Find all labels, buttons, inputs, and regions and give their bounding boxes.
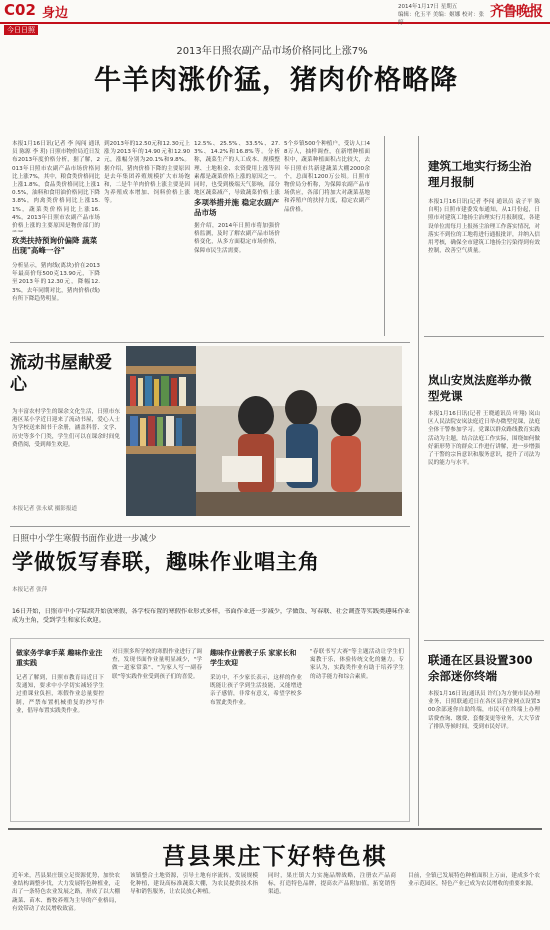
photo-illustration (126, 346, 402, 516)
story3-lead: 16日开始，日照市中小学陆续开始放寒假，各学校布置的寒假作业形式多样，书面作业进一步减少，学做饭、写春联、社会调查等实践类趣味作业成为主角，受到学生和家长欢迎。 (12, 608, 410, 624)
story2-body: 为丰富农村学生的课余文化生活，日照市东港区某小学近日迎来了流动书屋，爱心人士为学校送来图书千余册，涵盖科普、文学、历史等多个门类，学生们可以在课余时间免费借阅，受到师生欢迎。 (12, 409, 120, 448)
section-sub: 今日日照 (4, 25, 38, 35)
right3-headline: 联通在区县设置300余部迷你终端 (428, 653, 533, 683)
divider (10, 526, 410, 527)
divider (424, 640, 544, 641)
story4-headline: 莒县果庄下好特色棋 (162, 844, 388, 870)
story2-credit: 本报记者 张永斌 摄影报道 (12, 506, 78, 512)
story3-col3-subhead: 趣味作业需教子乐 家家长和学生欢迎 (210, 649, 297, 667)
story3-kicker: 日照中小学生寒假书面作业进一步减少 (12, 534, 157, 544)
story1-col4: 5个乡镇500个种植户，受访人口48万人，抽样调查，在新增种植面积中，蔬菜种植面积占比较大，去年日照市共新建蔬菜大棚2000余个，总面积1200万公顷。日照市物价局分析称，为保障农副产品市场供应，各部门将加大对蔬菜基地和养殖户的扶持力度，稳定农副产品价格。 (284, 141, 370, 213)
story1-col1-tail: 分析显示，猪肉线(离块)价在2013年最高价每500克13.90元，下降至2013年的12.30元，降幅12.3%，去年同期对比，猪肉价格(线)有所下降趋势明显。 (12, 263, 100, 302)
story3-col3: 采访中，不少家长表示，这样的作业既能让孩子学到生活技能，又能增进亲子感情，非常有意义，希望学校多布置此类作业。 (210, 675, 302, 706)
divider (418, 136, 419, 826)
story4-col2: 该镇整合土地资源，引导土地有序流转，发展规模化种植，建设高标准蔬菜大棚，为农民提供技术指导和销售服务，让农民放心种植。 (130, 873, 258, 896)
story3-col1: 记者了解到，日照市教育局近日下发通知，要求中小学切实减轻学生过重课业负担，寒假作业总量要控制，严禁布置机械重复的抄写作业，倡导布置实践类作业。 (16, 675, 104, 714)
story1-kicker: 2013年日照农副产品市场价格同比上涨7% (176, 46, 368, 57)
story4-col1: 近年来，莒县果庄镇立足资源优势，加快农业结构调整步伐，大力发展特色种植业，走出了一条特色农业发展之路，形成了以大棚蔬菜、苗木、畜牧养殖为主导的产业格局，有效带动了农民增收致富。 (12, 873, 120, 912)
story3-headline: 学做饭写春联，趣味作业唱主角 (12, 550, 320, 574)
page-header (0, 0, 550, 34)
divider (384, 136, 385, 336)
right1-body: 本报1月16日讯(记者 李闯 通讯员 袁子平 陈自明) 日照市建委发布通知，从1月份起，日照市对建筑工地扬尘治理实行月报制度，各建设单位需每月上报扬尘治理工作落实情况，对落实不到位的工地将进行通报批评，并纳入信用考核，确保全市建筑工地扬尘污染得到有效控制，改善空气质量。 (428, 199, 540, 255)
issue-date: 2014年1月17日 星期五 (398, 4, 458, 10)
story4-col3: 同时，果庄镇大力实施品牌战略，注册农产品商标，打造特色品牌，提高农产品附加值，拓宽销售渠道。 (268, 873, 396, 896)
story3-col4: "春联书写大赛"等主题活动让学生们寓教于乐，体验传统文化的魅力。专家认为，实践类作业有助于培养学生的动手能力和综合素质。 (310, 649, 404, 680)
right1-headline: 建筑工地实行扬尘治理月报制 (428, 159, 532, 189)
bookshelf-photo (126, 346, 402, 516)
divider (424, 336, 544, 337)
story1-col3: 12.5%、25.5%、33.5%、27.3%、14.2%和16.8%等。分析称，蔬菜生产的人工成本、规模整理、土地租金、农资费用上涨等因素都是蔬菜价格上涨的原因之一。同时，也受到极端天气影响，部分地区蔬菜减产，导致蔬菜价格上涨 (194, 141, 280, 196)
page-code: C02 (4, 1, 36, 19)
right2-headline: 岚山安岚法庭举办微型党课 (428, 373, 532, 403)
story3-col2: 对日照多所学校的寒假作业进行了调查，发现书面作业量明显减少，"学做一道家常菜"、"为家人写一副春联"等实践作业受到孩子们的喜爱。 (112, 649, 202, 680)
story3-byline: 本报记者 张萍 (12, 587, 48, 593)
story1-col1: 本报1月16日讯(记者 李 闯闯 通讯员 陈源 李 玥) 日照市物价局近日发布2013年度价格分析，据了解，2013年日照市农副产品市场价格同比上涨7%，其中，粮食类价格同比上涨1.8%，食品类价格同比上涨10.5%，油料和食用油价格同比下降3.8%，肉禽类价格同比上涨15.1%，蔬菜类价格同比上涨16.4%，2013年日照市农副产品市场价格上涨的主要原因是物价部门的 (12, 141, 100, 230)
divider (10, 342, 410, 343)
story4-col4: 目前，全镇已发展特色种植面积上万亩，建成多个农业示范园区，特色产业已成为农民增收的重要来源。 (408, 873, 540, 888)
section-name: 身边 (42, 6, 69, 21)
story1-col1-subhead: 玫类扶持预询价偏降 蔬菜出现"高峰一谷" (12, 236, 98, 255)
story1-headline: 牛羊肉涨价猛，猪肉价格略降 (94, 65, 458, 96)
paper-logo: 齐鲁晚报 (490, 4, 542, 20)
story2-headline: 流动书屋献爱心 (10, 353, 112, 395)
right2-body: 本报1月16日讯(记者 王晓通讯员 叶翔) 岚山区人民法院安岚法庭近日举办微型党课，法庭全体干警参加学习。党课以群众路线教育实践活动为主题，结合法庭工作实际，围绕如何做好新形势下的群众工作进行讲解，进一步增强了干警的宗旨意识和服务意识，提升了司法为民的能力与水平。 (428, 411, 540, 467)
story1-col2-tail: 据介绍，2014年日照市将加强价格监测，及时了解农副产品市场价格变化，从多方面稳定市场价格，保障市民生活需要。 (194, 223, 280, 254)
story3-col1-subhead: 做家务学拿手菜 趣味作业注重实践 (16, 649, 103, 667)
divider (8, 828, 542, 830)
issue-info (398, 3, 488, 27)
issue-staff: 编辑：化玉平 美编：姬娜 校对：张婷 (398, 12, 484, 26)
story1-col2: 到2013年的12.50元和12.30元上涨为2013年的14.90元和12.90元，涨幅分别为20.1%和9.8%。据介绍，猪肉价格下降的主要原因是去年集团养殖规模扩大市场饱和，二是牛羊肉价格上涨主要是因为养殖成本增加、饲料价格上涨等。 (104, 141, 190, 205)
right3-body: 本报1月16日讯(通讯员 许红)为方便市民办理业务，日照联通近日在各区县营业网点设置300余部迷你自助终端，市民可在终端上办理话费查询、缴费、套餐变更等业务，大大节省了排队等候时间，受到市民好评。 (428, 691, 540, 730)
story1-col2-subhead: 多项举措并施 稳定农副产品市场 (194, 198, 280, 217)
